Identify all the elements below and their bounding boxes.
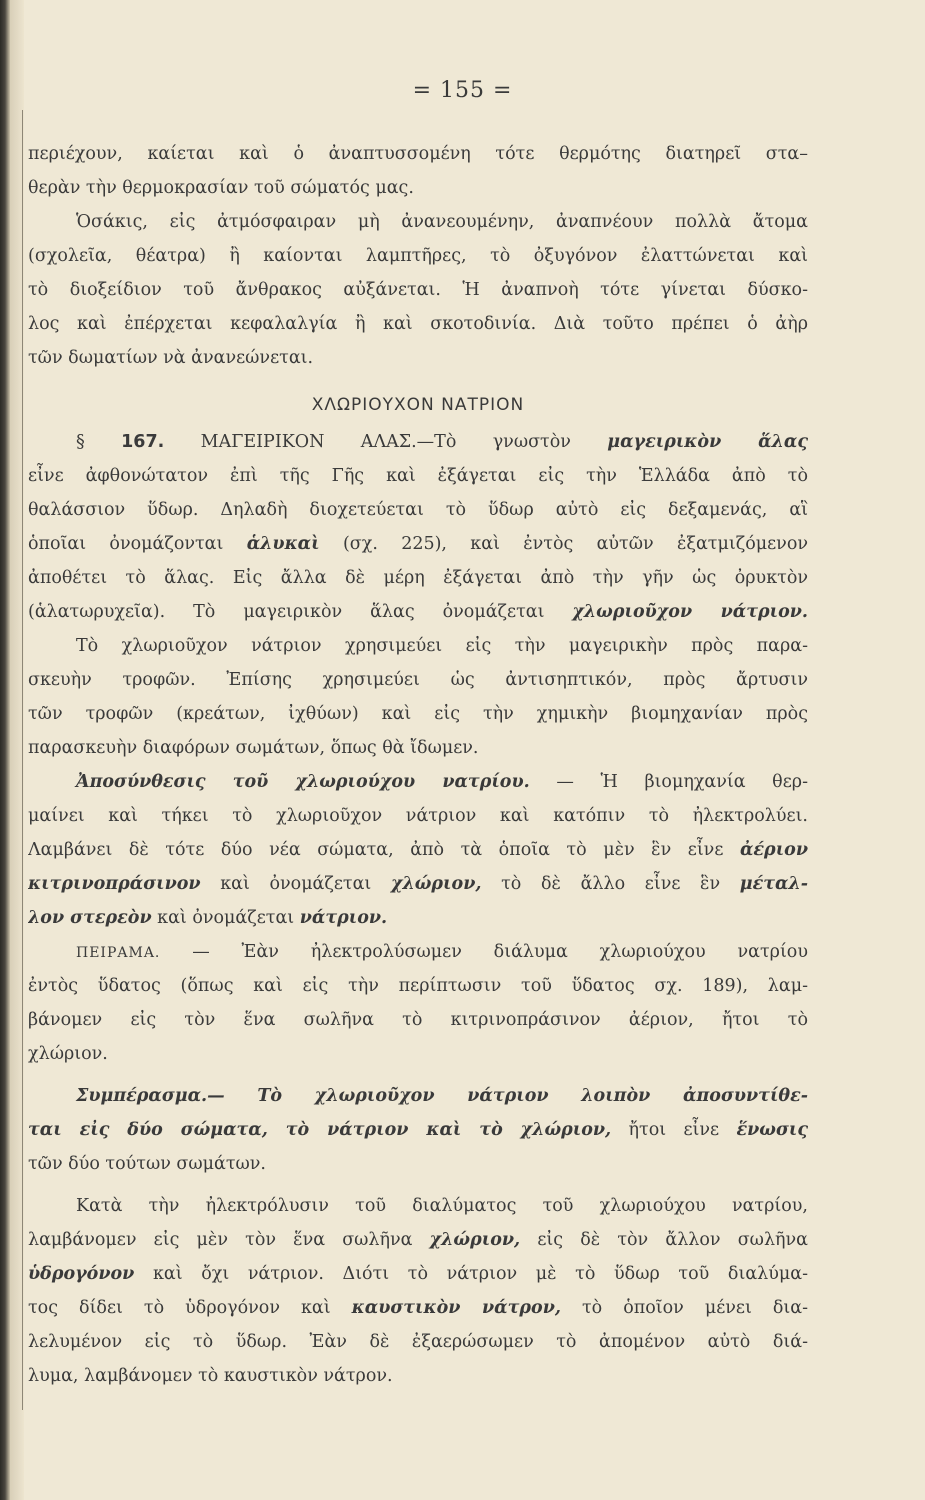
text-line: παρασκευὴν διαφόρων σωμάτων, ὅπως θὰ ἴδωμεν. [28, 738, 479, 758]
bold-term: Συμπέρασμα.— Τὸ χλωριοῦχον νάτριον λοιπὸν ἀποσυντίθε- [76, 1086, 808, 1106]
text-line: θαλάσσιον ὕδωρ. Δηλαδὴ διοχετεύεται τὸ ὕδωρ αὐτὸ εἰς δεξαμενάς, αἳ [28, 500, 808, 520]
section-title: ΜΑΓΕΙΡΙΚΟΝ ΑΛΑΣ. [200, 432, 417, 452]
bold-term: Ἀποσύνθεσις τοῦ χλωριούχου νατρίου. [76, 772, 530, 792]
text-line: ἐντὸς ὕδατος (ὅπως καὶ εἰς τὴν περίπτωσιν τοῦ ὕδατος σχ. 189), λαμ- [28, 976, 808, 996]
text-margin-line [22, 110, 23, 1410]
bold-term: μαγειρικὸν ἅλας [607, 432, 808, 452]
section-heading: ΧΛΩΡΙΟΥΧΟΝ ΝΑΤΡΙΟΝ [311, 395, 525, 415]
text-run: — Ἡ βιομηχανία θερ- [556, 772, 808, 792]
text-line [28, 867, 808, 901]
text-line: περιέχουν, καίεται καὶ ὁ ἀναπτυσσομένη τότε θερμότης διατηρεῖ στα– [28, 144, 808, 164]
text-run: τὸ ὁποῖον μένει δια- [581, 1298, 808, 1318]
text-run: ὁποῖαι ὀνομάζονται [28, 534, 224, 554]
text-run: Λαμβάνει δὲ τότε δύο νέα σώματα, ἀπὸ τὰ ὁποῖα τὸ μὲν ἓν εἶνε [28, 840, 724, 860]
text-line [28, 1257, 808, 1291]
page-number: = 155 = [412, 78, 513, 103]
text-line [28, 901, 808, 935]
bold-term: χλώριον, [429, 1230, 521, 1250]
bold-term: καυστικὸν νάτρον, [351, 1298, 561, 1318]
experiment-label: ΠΕΙΡΑΜΑ. [76, 945, 161, 961]
book-binding [0, 0, 10, 1500]
bold-term: λον στερεὸν [28, 908, 152, 928]
text-line: λος καὶ ἐπέρχεται κεφαλαλγία ἢ καὶ σκοτοδινία. Διὰ τοῦτο πρέπει ὁ ἀὴρ [28, 314, 808, 334]
text-run: λαμβάνομεν εἰς μὲν τὸν ἕνα σωλῆνα [28, 1230, 413, 1250]
text-line: λελυμένον εἰς τὸ ὕδωρ. Ἐὰν δὲ ἐξαερώσωμεν τὸ ἀπομένον αὐτὸ διά- [28, 1332, 808, 1352]
text-line: μαίνει καὶ τήκει τὸ χλωριοῦχον νάτριον καὶ κατόπιν τὸ ἠλεκτρολύει. [28, 806, 808, 826]
text-run: —Τὸ γνωστὸν [416, 432, 571, 452]
text-run: τὸ δὲ ἄλλο εἶνε ἓν [501, 874, 721, 894]
text-line: τῶν δύο τούτων σωμάτων. [28, 1154, 266, 1174]
text-line [28, 595, 808, 629]
text-line: θερὰν τὴν θερμοκρασίαν τοῦ σώματός μας. [28, 178, 414, 198]
text-line: τῶν δωματίων νὰ ἀνανεώνεται. [28, 348, 314, 368]
text-run: ἤτοι εἶνε [628, 1120, 720, 1140]
text-run: εἰς δὲ τὸν ἄλλον σωλῆνα [537, 1230, 808, 1250]
text-line [28, 1291, 808, 1325]
page-body [28, 137, 808, 1393]
text-line [28, 935, 808, 969]
section-symbol: § [76, 432, 85, 452]
text-line [28, 1223, 808, 1257]
text-run: καὶ ὀνομάζεται [157, 908, 295, 928]
bold-term: χλωριοῦχον νάτριον. [572, 602, 808, 622]
paragraph-heading-line [28, 425, 808, 459]
text-line: εἶνε ἀφθονώτατον ἐπὶ τῆς Γῆς καὶ ἐξάγεται εἰς τὴν Ἑλλάδα ἀπὸ τὸ [28, 466, 808, 486]
text-run: (σχ. 225), καὶ ἐντὸς αὐτῶν ἐξατμιζόμενον [342, 534, 808, 554]
bold-term: ται εἰς δύο σώματα, τὸ νάτριον καὶ τὸ χλώριον, [28, 1120, 612, 1140]
text-run: καὶ ὀνομάζεται [220, 874, 372, 894]
text-run: — Ἐὰν ἠλεκτρολύσωμεν διάλυμα χλωριούχου νατρίου [192, 942, 808, 962]
text-line: Ὁσάκις, εἰς ἀτμόσφαιραν μὴ ἀνανεουμένην, ἀναπνέουν πολλὰ ἄτομα [76, 212, 808, 232]
text-line: βάνομεν εἰς τὸν ἕνα σωλῆνα τὸ κιτρινοπράσινον ἀέριον, ἤτοι τὸ [28, 1010, 808, 1030]
bold-term: χλώριον, [390, 874, 482, 894]
text-line [28, 833, 808, 867]
bold-term: ἁλυκαὶ [246, 534, 320, 554]
text-line [28, 1079, 808, 1113]
text-run: τος δίδει τὸ ὑδρογόνον καὶ [28, 1298, 331, 1318]
bold-term: ὑδρογόνον [28, 1264, 135, 1284]
text-line [28, 1113, 808, 1147]
text-line: σκευὴν τροφῶν. Ἐπίσης χρησιμεύει ὡς ἀντισηπτικόν, πρὸς ἄρτυσιν [28, 670, 808, 690]
text-line [28, 527, 808, 561]
text-line [28, 765, 808, 799]
text-line: τὸ διοξείδιον τοῦ ἄνθρακος αὐξάνεται. Ἡ ἀναπνοὴ τότε γίνεται δύσκο- [28, 280, 808, 300]
bold-term: ἀέριον [739, 840, 808, 860]
bold-term: ἕνωσις [736, 1120, 808, 1140]
bold-term: νάτριον. [299, 908, 388, 928]
text-line: χλώριον. [28, 1044, 108, 1064]
bold-term: κιτρινοπράσινον [28, 874, 201, 894]
section-number: 167. [121, 432, 165, 452]
text-line: (σχολεῖα, θέατρα) ἢ καίονται λαμπτῆρες, τὸ ὀξυγόνον ἐλαττώνεται καὶ [28, 246, 808, 266]
text-line: Τὸ χλωριοῦχον νάτριον χρησιμεύει εἰς τὴν μαγειρικὴν πρὸς παρα- [76, 636, 808, 656]
text-run: καὶ ὄχι νάτριον. Διότι τὸ νάτριον μὲ τὸ ὕδωρ τοῦ διαλύμα- [152, 1264, 808, 1284]
text-line: ἀποθέτει τὸ ἅλας. Εἰς ἄλλα δὲ μέρη ἐξάγεται ἀπὸ τὴν γῆν ὡς ὀρυκτὸν [28, 568, 808, 588]
bold-term: μέταλ- [739, 874, 808, 894]
text-line: τῶν τροφῶν (κρεάτων, ἰχθύων) καὶ εἰς τὴν χημικὴν βιομηχανίαν πρὸς [28, 704, 808, 724]
text-line: λυμα, λαμβάνομεν τὸ καυστικὸν νάτρον. [28, 1366, 393, 1386]
text-run: (ἁλατωρυχεῖα). Τὸ μαγειρικὸν ἅλας ὀνομάζεται [28, 602, 545, 622]
text-line: Κατὰ τὴν ἠλεκτρόλυσιν τοῦ διαλύματος τοῦ χλωριούχου νατρίου, [76, 1196, 808, 1216]
